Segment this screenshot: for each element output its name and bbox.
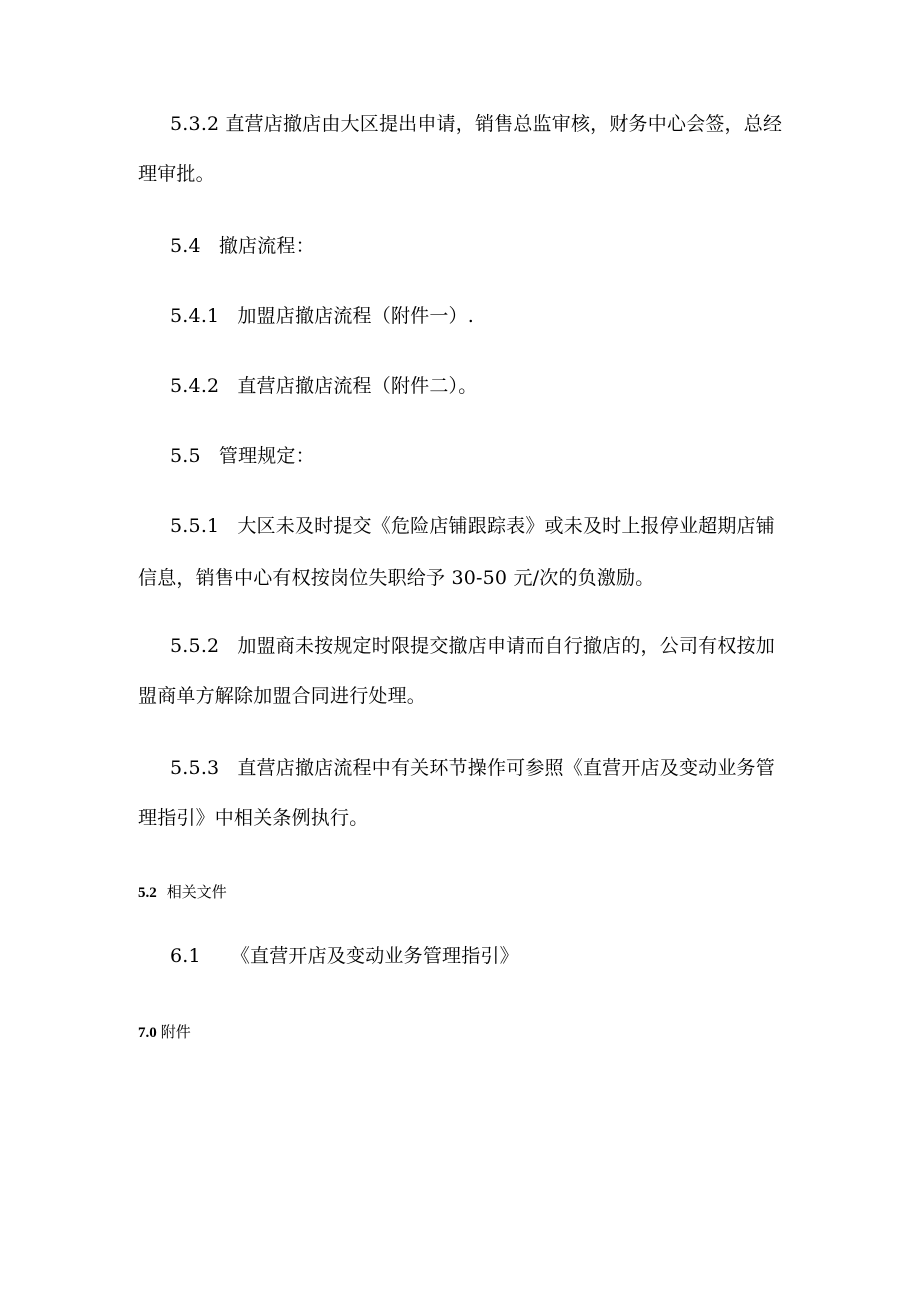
- clause-6-1: [170, 944, 519, 968]
- section-heading-related-files: [138, 882, 227, 903]
- section-number: 7.0: [138, 1025, 157, 1041]
- clause-5-3-2-line-1: [170, 112, 782, 136]
- clause-number: 5.5: [170, 445, 201, 467]
- clause-number: 5.4.2: [170, 375, 220, 397]
- clause-5-5-3-line-1: [170, 756, 775, 780]
- clause-text: 管理规定：: [218, 445, 315, 467]
- clause-5-5-2-line-1: [170, 634, 775, 658]
- clause-text: 加盟商未按规定时限提交撤店申请而自行撤店的，公司有权按加: [237, 635, 775, 657]
- clause-5-5-2-line-2: [138, 684, 426, 708]
- clause-text: 加盟店撤店流程（附件一）.: [237, 305, 474, 327]
- clause-text: 《直营开店及变动业务管理指引》: [230, 945, 519, 967]
- clause-text: 直营店撤店由大区提出申请，销售总监审核，财务中心会签，总经: [225, 113, 783, 135]
- clause-number: 5.4: [170, 235, 201, 257]
- clause-number: 5.4.1: [170, 305, 220, 327]
- clause-text: 盟商单方解除加盟合同进行处理。: [138, 685, 427, 707]
- clause-5-5-1-line-1: [170, 514, 775, 538]
- clause-text: 理审批。: [138, 163, 215, 185]
- clause-number: 5.5.2: [170, 635, 220, 657]
- section-number: 5.2: [138, 885, 157, 901]
- clause-text: 信息，销售中心有权按岗位失职给予 30-50 元/次的负激励。: [138, 567, 655, 589]
- clause-5-5: [170, 444, 315, 468]
- clause-number: 5.5.3: [170, 757, 220, 779]
- clause-text: 直营店撤店流程（附件二）。: [237, 375, 478, 397]
- clause-number: 5.5.1: [170, 515, 220, 537]
- clause-number: 5.3.2: [170, 113, 220, 135]
- clause-5-4-2: [170, 374, 477, 398]
- clause-5-4: [170, 234, 315, 258]
- clause-5-5-3-line-2: [138, 806, 368, 830]
- clause-text: 直营店撤店流程中有关环节操作可参照《直营开店及变动业务管: [237, 757, 775, 779]
- clause-text: 撤店流程：: [218, 235, 315, 257]
- clause-5-3-2-line-2: [138, 162, 215, 186]
- clause-text: 理指引》中相关条例执行。: [138, 807, 369, 829]
- section-heading-attachments: [138, 1022, 191, 1043]
- section-title: 附件: [160, 1023, 191, 1041]
- section-title: 相关文件: [166, 883, 227, 901]
- clause-text: 大区未及时提交《危险店铺跟踪表》或未及时上报停业超期店铺: [237, 515, 775, 537]
- clause-5-5-1-line-2: [138, 566, 654, 590]
- clause-number: 6.1: [170, 945, 201, 967]
- clause-5-4-1: [170, 304, 474, 328]
